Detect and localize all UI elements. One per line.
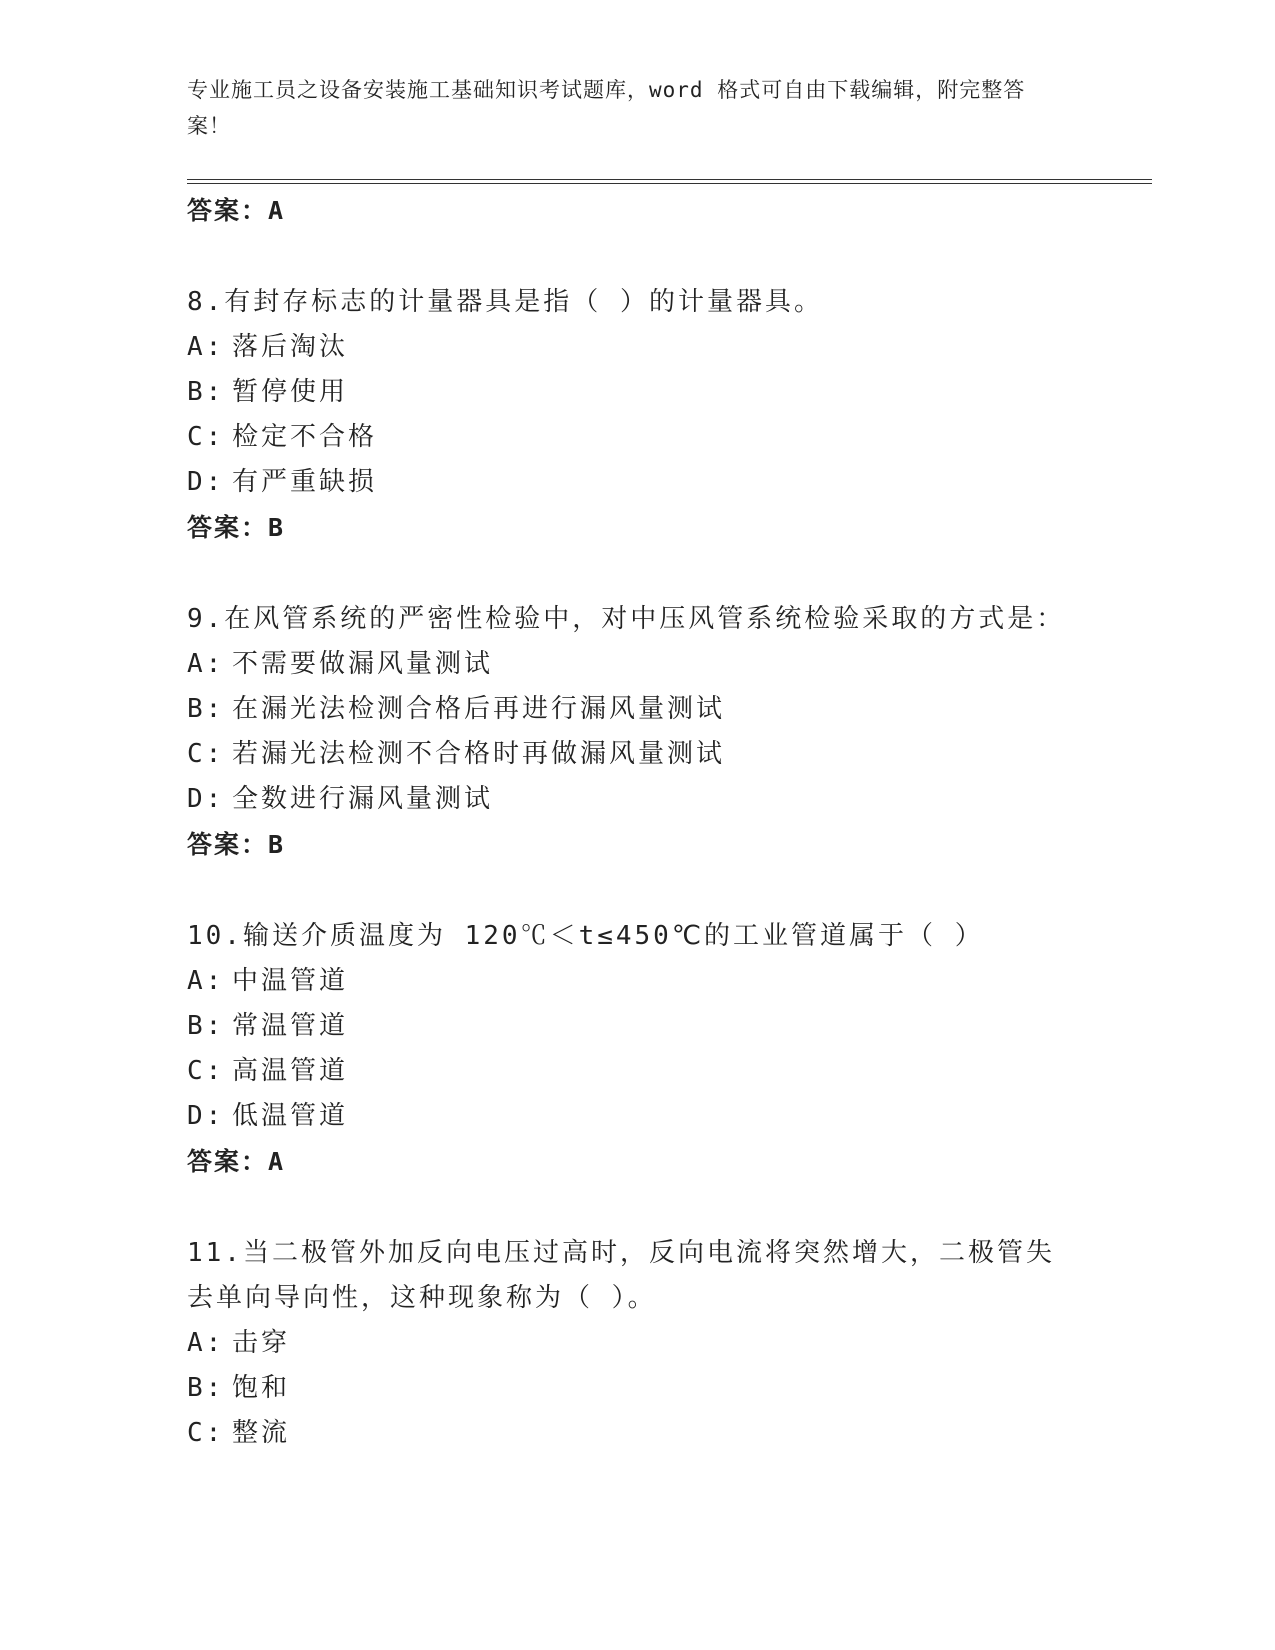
spacer <box>187 233 1077 280</box>
option-letter: A: <box>187 332 225 362</box>
option-letter: C: <box>187 1418 225 1448</box>
question-stem: 10.输送介质温度为 120℃＜t≤450℃的工业管道属于（ ） <box>187 921 984 951</box>
question-block <box>187 597 1077 867</box>
answer-line: 答案：B <box>187 513 286 542</box>
option-letter: B: <box>187 1373 225 1403</box>
option-text: 暂停使用 <box>232 377 349 407</box>
answer-line: 答案：B <box>187 830 286 859</box>
option-a <box>187 1321 1077 1366</box>
option-c <box>187 415 1077 460</box>
option-a <box>187 325 1077 370</box>
option-letter: A: <box>187 966 225 996</box>
answer-line: 答案：A <box>187 1147 286 1176</box>
document-header: 专业施工员之设备安装施工基础知识考试题库，word 格式可自由下载编辑，附完整答案！ <box>187 78 1026 138</box>
option-text: 全数进行漏风量测试 <box>232 784 494 814</box>
option-d <box>187 777 1077 822</box>
question-block <box>187 280 1077 550</box>
option-text: 不需要做漏风量测试 <box>232 649 494 679</box>
option-d <box>187 460 1077 505</box>
option-b <box>187 1366 1077 1411</box>
option-text: 整流 <box>232 1418 291 1448</box>
option-text: 检定不合格 <box>232 422 378 452</box>
option-text: 中温管道 <box>232 966 349 996</box>
option-d <box>187 1094 1077 1139</box>
option-c <box>187 1049 1077 1094</box>
spacer <box>187 867 1077 914</box>
option-letter: B: <box>187 377 225 407</box>
option-text: 高温管道 <box>232 1056 349 1086</box>
option-text: 饱和 <box>232 1373 291 1403</box>
option-text: 常温管道 <box>232 1011 349 1041</box>
option-letter: C: <box>187 1056 225 1086</box>
header-divider-line <box>187 179 1152 180</box>
option-letter: B: <box>187 1011 225 1041</box>
option-b <box>187 1004 1077 1049</box>
option-letter: D: <box>187 1101 225 1131</box>
question-stem: 8.有封存标志的计量器具是指（ ）的计量器具。 <box>187 287 823 317</box>
option-text: 低温管道 <box>232 1101 349 1131</box>
option-text: 若漏光法检测不合格时再做漏风量测试 <box>232 739 726 769</box>
option-c <box>187 1411 1077 1456</box>
option-letter: D: <box>187 784 225 814</box>
option-a <box>187 642 1077 687</box>
question-block <box>187 914 1077 1184</box>
question-stem: 9.在风管系统的严密性检验中，对中压风管系统检验采取的方式是： <box>187 604 1066 634</box>
option-a <box>187 959 1077 1004</box>
question-stem: 11.当二极管外加反向电压过高时，反向电流将突然增大，二极管失去单向导向性，这种现象称为（ ）。 <box>187 1238 1055 1313</box>
header-divider-line-lower <box>187 183 1152 184</box>
option-text: 在漏光法检测合格后再进行漏风量测试 <box>232 694 726 724</box>
option-letter: A: <box>187 1328 225 1358</box>
question-list <box>187 188 1077 1456</box>
option-text: 落后淘汰 <box>232 332 349 362</box>
spacer <box>187 1184 1077 1231</box>
option-c <box>187 732 1077 777</box>
spacer <box>187 550 1077 597</box>
option-letter: C: <box>187 422 225 452</box>
question-block <box>187 1231 1077 1456</box>
option-letter: D: <box>187 467 225 497</box>
answer-line: 答案：A <box>187 196 286 225</box>
option-letter: B: <box>187 694 225 724</box>
option-letter: A: <box>187 649 225 679</box>
option-b <box>187 687 1077 732</box>
option-text: 有严重缺损 <box>232 467 378 497</box>
option-b <box>187 370 1077 415</box>
option-text: 击穿 <box>232 1328 291 1358</box>
option-letter: C: <box>187 739 225 769</box>
